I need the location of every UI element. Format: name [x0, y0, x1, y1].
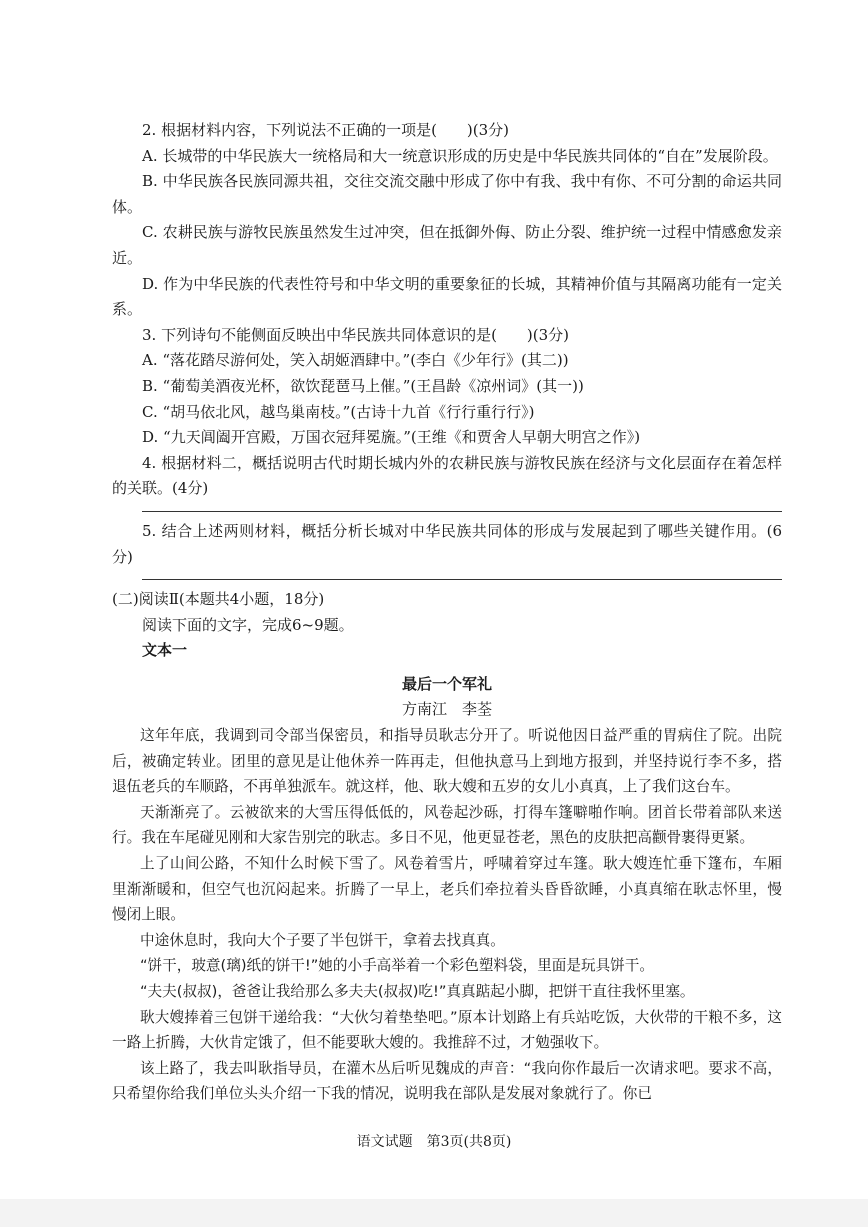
question-3-stem: 3. 下列诗句不能侧面反映出中华民族共同体意识的是( )(3分) [142, 325, 570, 344]
question-3-option-b: B. “葡萄美酒夜光杯，欲饮琵琶马上催。”(王昌龄《凉州词》(其一)) [142, 376, 584, 395]
story-paragraph: 耿大嫂捧着三包饼干递给我：“大伙匀着垫垫吧。”原本计划路上有兵站吃饭，大伙带的干粮不多，这一路上折腾，大伙肯定饿了，但不能要耿大嫂的。我推辞不过，才勉强收下。 [112, 1008, 782, 1052]
question-3-option-a: A. “落花踏尽游何处，笑入胡姬酒肆中。”(李白《少年行》(其二)) [142, 351, 569, 370]
section-instruction: 阅读下面的文字，完成6~9题。 [142, 615, 354, 634]
story-body [112, 723, 782, 1107]
answer-line-q5[interactable] [142, 579, 782, 580]
page-footer: 语文试题 第3页(共8页) [356, 1134, 512, 1150]
question-2-option-a: A. 长城带的中华民族大一统格局和大一统意识形成的历史是中华民族共同体的“自在”发展阶段。 [142, 146, 778, 165]
answer-line-q4[interactable] [142, 511, 782, 512]
question-2-option-d: D. 作为中华民族的代表性符号和中华文明的重要象征的长城，其精神价值与其隔离功能有一定关系。 [112, 274, 782, 319]
section-heading: (二)阅读Ⅱ(本题共4小题，18分) [112, 590, 325, 609]
question-4-stem: 4. 根据材料二，概括说明古代时期长城内外的农耕民族与游牧民族在经济与文化层面存在着怎样的关联。(4分) [112, 453, 782, 498]
story-authors: 方南江 李荃 [401, 700, 492, 719]
question-3-option-c: C. “胡马依北风，越鸟巢南枝。”(古诗十九首《行行重行行》) [142, 402, 535, 421]
story-paragraph: “饼干，玻意(璃)纸的饼干!”她的小手高举着一个彩色塑料袋，里面是玩具饼干。 [140, 957, 654, 975]
question-2-stem: 2. 根据材料内容，下列说法不正确的一项是( )(3分) [142, 121, 510, 139]
scan-bottom-band [0, 1199, 868, 1227]
story-title: 最后一个军礼 [401, 674, 492, 693]
text-label: 文本一 [142, 641, 188, 660]
question-5-stem: 5. 结合上述两则材料，概括分析长城对中华民族共同体的形成与发展起到了哪些关键作用。(6分) [112, 521, 782, 566]
story-paragraph: “夫夫(叔叔)，爸爸让我给那么多夫夫(叔叔)吃!”真真踮起小脚，把饼干直往我怀里塞。 [140, 983, 695, 1000]
question-3-option-d: D. “九天阊阖开宫殿，万国衣冠拜冕旒。”(王维《和贾舍人早朝大明宫之作》) [142, 428, 641, 447]
story-paragraph: 该上路了，我去叫耿指导员，在灌木丛后听见魏成的声音：“我向你作最后一次请求吧。要求不高，只希望你给我们单位头头介绍一下我的情况，说明我在部队是发展对象就行了。你已 [112, 1059, 782, 1103]
story-paragraph: 上了山间公路，不知什么时候下雪了。风卷着雪片，呼啸着穿过车篷。耿大嫂连忙垂下篷布，车厢里渐渐暖和，但空气也沉闷起来。折腾了一早上，老兵们牵拉着头昏昏欲睡，小真真缩在耿志怀里，慢慢闭上眼。 [112, 855, 782, 924]
question-2-option-b: B. 中华民族各民族同源共祖，交往交流交融中形成了你中有我、我中有你、不可分割的命运共同体。 [112, 172, 782, 216]
story-paragraph: 天渐渐亮了。云被欲来的大雪压得低低的，风卷起沙砾，打得车篷噼啪作响。团首长带着部队来送行。我在车尾碰见刚和大家告别完的耿志。多日不见，他更显苍老，黑色的皮肤把高颧骨裹得更紧。 [112, 803, 782, 847]
story-paragraph: 中途休息时，我向大个子要了半包饼干，拿着去找真真。 [140, 931, 505, 949]
story-paragraph: 这年年底，我调到司令部当保密员，和指导员耿志分开了。听说他因日益严重的胃病住了院。出院后，被确定转业。团里的意见是让他休养一阵再走，但他执意马上到地方报到，并坚持说行李不多，搭退伍老兵的车顺路，不再单独派车。就这样，他、耿大嫂和五岁的女儿小真真，上了我们这台车。 [112, 727, 782, 796]
question-2-option-c: C. 农耕民族与游牧民族虽然发生过冲突，但在抵御外侮、防止分裂、维护统一过程中情感愈发亲近。 [112, 223, 782, 267]
